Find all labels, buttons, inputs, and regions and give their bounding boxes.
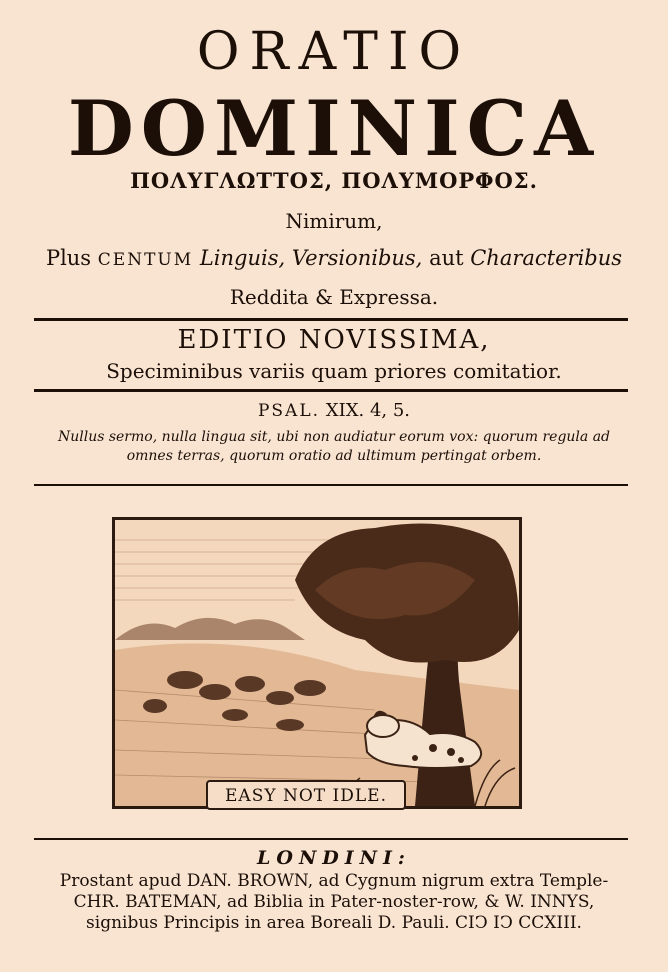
versionibus-word: Versionibus, xyxy=(291,246,423,270)
edition-subtitle: Speciminibus variis quam priores comitatior. xyxy=(106,359,562,383)
imprint-location: signibus Principis in area Boreali D. Pauli. xyxy=(86,913,450,933)
psalm-number: XIX. 4, 5. xyxy=(325,400,411,421)
psalm-quote-line: Nullus sermo, nulla lingua sit, ubi non audiatur eorum vox: quorum regula ad xyxy=(57,429,611,445)
reddita-line: Reddita & Expressa. xyxy=(229,285,439,309)
psalm-abbrev: PSAL. xyxy=(257,401,321,421)
title-line-dominica: DOMINICA xyxy=(67,84,601,173)
landscape-dog-illustration xyxy=(115,520,519,806)
greek-subtitle: ΠΟΛΥΓΛΩΤΤΟΣ, ΠΟΛΥΜΟΡΦΟΣ. xyxy=(130,168,538,193)
imprint-year: CIↃ IↃ CCXIII. xyxy=(455,913,582,933)
imprint-line xyxy=(0,912,668,934)
plus-word: Plus xyxy=(45,246,92,270)
imprint-line: CHR. BATEMAN, ad Biblia in Pater-noster-row, & W. INNYS, xyxy=(73,892,595,912)
divider-rule xyxy=(34,838,628,840)
edition-title: EDITIO NOVISSIMA, xyxy=(177,325,491,355)
centum-word: CENTUM xyxy=(97,250,194,270)
characteribus-word: Characteribus xyxy=(470,246,623,270)
aut-word: aut xyxy=(429,246,464,270)
nimirum-line: Nimirum, xyxy=(285,209,383,233)
divider-rule xyxy=(34,389,628,392)
psalm-quote-line: omnes terras, quorum oratio ad ultimum pertingat orbem. xyxy=(126,448,542,464)
languages-line xyxy=(0,244,668,274)
divider-rule xyxy=(34,318,628,321)
emblem-engraving xyxy=(112,517,522,809)
emblem-motto-banner: EASY NOT IDLE. xyxy=(206,780,406,810)
divider-rule xyxy=(34,484,628,486)
psalm-reference xyxy=(0,399,668,423)
linguis-word: Linguis, xyxy=(199,246,286,270)
imprint-line: Prostant apud DAN. BROWN, ad Cygnum nigrum extra Temple- xyxy=(59,871,609,891)
psalm-quote xyxy=(0,428,668,466)
imprint-city: LONDINI: xyxy=(257,847,411,869)
title-line-oratio: ORATIO xyxy=(196,22,472,82)
